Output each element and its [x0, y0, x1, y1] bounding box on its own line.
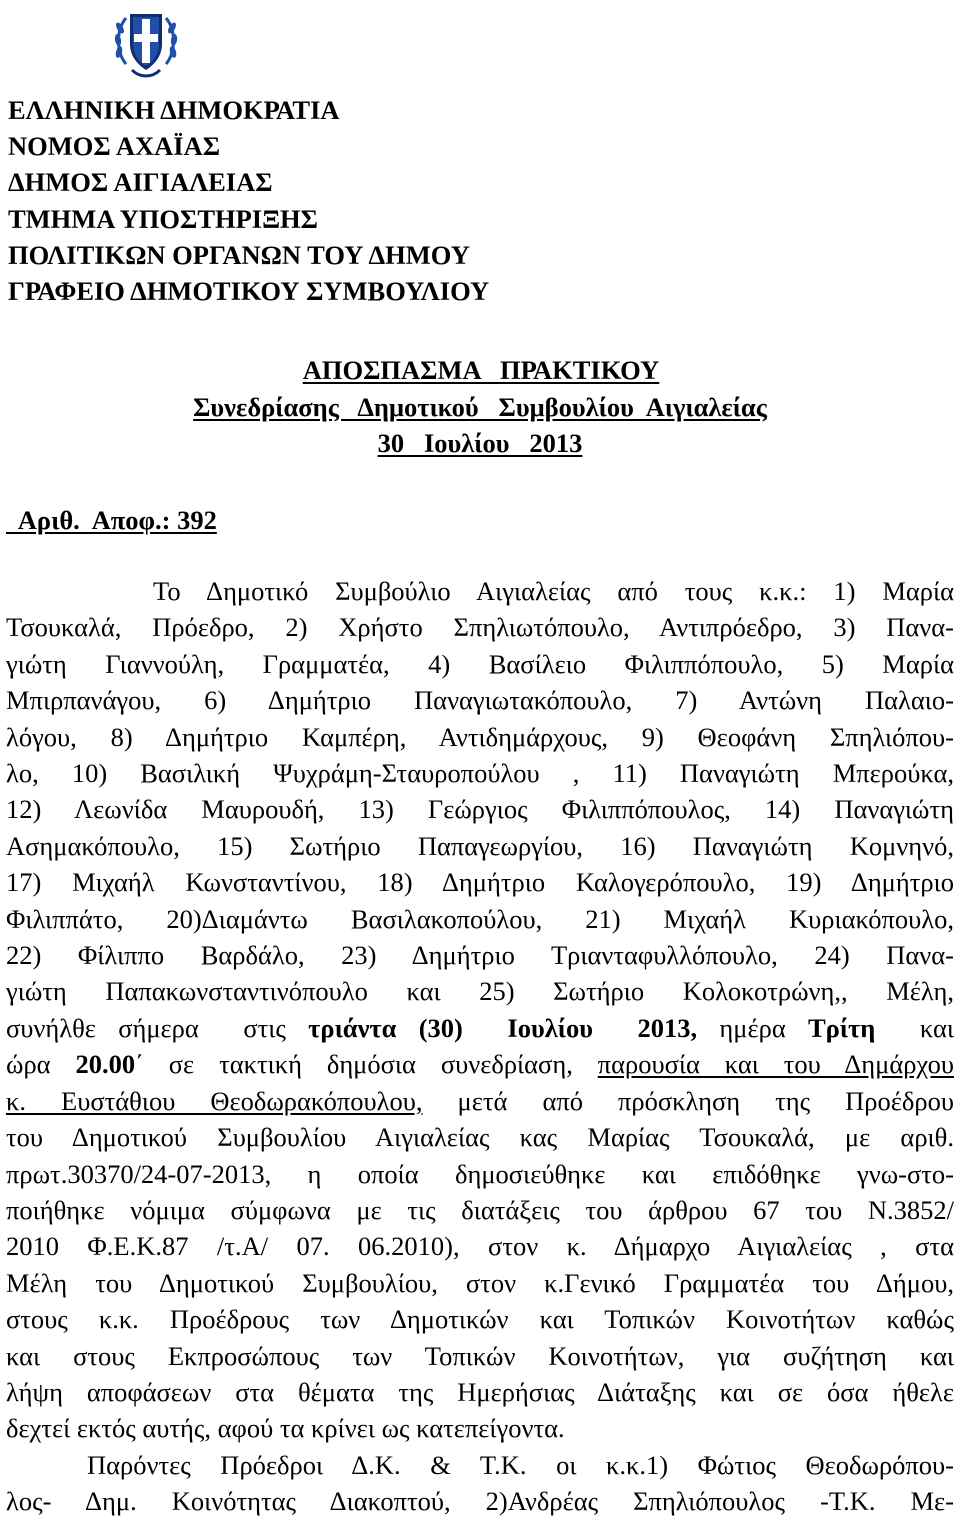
- header-line: ΤΜΗΜΑ ΥΠΟΣΤΗΡΙΞΗΣ: [8, 203, 318, 234]
- body-line: του Δημοτικού Συμβουλίου Αιγιαλείας κας Μαρίας Τσουκαλά, με αριθ.: [6, 1122, 954, 1153]
- body-line: Μέλη του Δημοτικού Συμβουλίου, στον κ.Γενικό Γραμματέα του Δήμου,: [6, 1267, 954, 1298]
- header-line: ΕΛΛΗΝΙΚΗ ΔΗΜΟΚΡΑΤΙΑ: [8, 95, 340, 125]
- body-line: 17) Μιχαήλ Κωνσταντίνου, 18) Δημήτριο Καλογερόπουλο, 19) Δημήτριο: [6, 867, 954, 898]
- body-line-meeting-time: [6, 1010, 954, 1046]
- text-run: συνήλθε σήμερα στις: [6, 1012, 309, 1043]
- text-run: ΄ σε τακτική δημόσια συνεδρίαση,: [135, 1049, 598, 1080]
- header-line: ΔΗΜΟΣ ΑΙΓΙΑΛΕΙΑΣ: [8, 167, 273, 198]
- header-line: ΠΟΛΙΤΙΚΩΝ ΟΡΓΑΝΩΝ ΤΟΥ ΔΗΜΟΥ: [8, 239, 470, 270]
- meeting-hour-text: 20.00: [75, 1049, 136, 1080]
- text-run: και: [875, 1012, 955, 1043]
- text-run: ώρα: [6, 1049, 76, 1080]
- body-line: πρωτ.30370/24-07-2013, η οποία δημοσιεύθηκε και επιδόθηκε γνω-στο-: [6, 1158, 954, 1189]
- body-line: γιώτη Γιαννούλη, Γραμματέα, 4) Βασίλειο Φιλιππόπουλο, 5) Μαρία: [6, 648, 954, 679]
- text-run: ημέρα: [697, 1012, 808, 1043]
- body-line-meeting-hour: [6, 1046, 954, 1082]
- body-line: λο, 10) Βασιλική Ψυχράμη-Σταυροπούλου , 11) Παναγιώτη Μπερούκα,: [6, 758, 954, 789]
- issuing-authority-header: [8, 92, 489, 309]
- minutes-body: [6, 573, 954, 1520]
- body-line: ποιήθηκε νόμιμα σύμφωνα με τις διατάξεις του άρθρου 67 του Ν.3852/: [6, 1194, 954, 1225]
- meeting-day-text: Τρίτη: [807, 1012, 876, 1043]
- body-line: στους κ.κ. Προέδρους των Δημοτικών και Τοπικών Κοινοτήτων καθώς: [6, 1304, 954, 1335]
- body-line: Μπιρπανάγου, 6) Δημήτριο Παναγιωτακόπουλο, 7) Αντώνη Παλαιο-: [6, 685, 954, 716]
- header-line: ΓΡΑΦΕΙΟ ΔΗΜΟΤΙΚΟΥ ΣΥΜΒΟΥΛΙΟΥ: [8, 276, 490, 307]
- header-line: ΝΟΜΟΣ ΑΧΑΪΑΣ: [8, 131, 221, 162]
- body-line: λήψη αποφάσεων στα θέματα της Ημερήσιας Διάταξης και σε όσα ήθελε: [6, 1376, 954, 1407]
- body-line: δεχτεί εκτός αυτής, αφού τα κρίνει ως κατεπείγοντα.: [6, 1413, 565, 1444]
- mayor-name-text: κ. Ευστάθιου Θεοδωρακόπουλου,: [6, 1085, 423, 1116]
- text-run: μετά από πρόσκληση της Προέδρου: [422, 1085, 954, 1116]
- title-line-extract: ΑΠΟΣΠΑΣΜΑ ΠΡΑΚΤΙΚΟΥ: [302, 355, 660, 385]
- mayor-presence-text: παρουσία και του Δημάρχου: [597, 1049, 954, 1080]
- body-line: Ασημακόπουλο, 15) Σωτήριο Παπαγεωργίου, 16) Παναγιώτη Κομνηνό,: [6, 830, 954, 861]
- body-line: Φιλιππάτο, 20)Διαμάντω Βασιλακοπούλου, 21) Μιχαήλ Κυριακόπουλο,: [6, 903, 954, 934]
- greek-coat-of-arms-icon: [112, 6, 180, 80]
- body-line: και στους Εκπροσώπους των Τοπικών Κοινοτήτων, για συζήτηση και: [6, 1340, 954, 1371]
- title-line-date: 30 Ιουλίου 2013: [377, 428, 583, 458]
- decision-number: Αριθ. Αποφ.: 392: [6, 505, 217, 535]
- body-line: λος- Δημ. Κοινότητας Διακοπτού, 2)Ανδρέας Σπηλιόπουλος -Τ.Κ. Με-: [6, 1486, 954, 1517]
- meeting-date-text: τριάντα (30) Ιουλίου 2013,: [308, 1012, 698, 1043]
- body-line-mayor: [6, 1083, 954, 1119]
- body-line: λόγου, 8) Δημήτριο Καμπέρη, Αντιδημάρχους, 9) Θεοφάνη Σπηλιόπου-: [6, 721, 954, 752]
- body-line: 22) Φίλιππο Βαρδάλο, 23) Δημήτριο Τριανταφυλλόπουλο, 24) Πανα-: [6, 940, 954, 971]
- body-line: 2010 Φ.Ε.Κ.87 /τ.Α/ 07. 06.2010), στον κ. Δήμαρχο Αιγιαλείας , στα: [6, 1231, 954, 1262]
- body-line: Παρόντες Πρόεδροι Δ.Κ. & Τ.Κ. οι κ.κ.1) Φώτιος Θεοδωρόπου-: [87, 1449, 954, 1480]
- title-line-session: Συνεδρίασης Δημοτικού Συμβουλίου Αιγιαλείας: [193, 391, 767, 422]
- document-title: [0, 352, 960, 462]
- body-line: γιώτη Παπακωνσταντινόπουλο και 25) Σωτήριο Κολοκοτρώνη,, Μέλη,: [6, 976, 954, 1007]
- body-line: Τσουκαλά, Πρόεδρο, 2) Χρήστο Σπηλιωτόπουλο, Αντιπρόεδρο, 3) Πανα-: [6, 612, 954, 643]
- body-line: Το Δημοτικό Συμβούλιο Αιγιαλείας από τους κ.κ.: 1) Μαρία: [153, 576, 954, 606]
- body-line: 12) Λεωνίδα Μαυρουδή, 13) Γεώργιος Φιλιππόπουλος, 14) Παναγιώτη: [6, 794, 954, 825]
